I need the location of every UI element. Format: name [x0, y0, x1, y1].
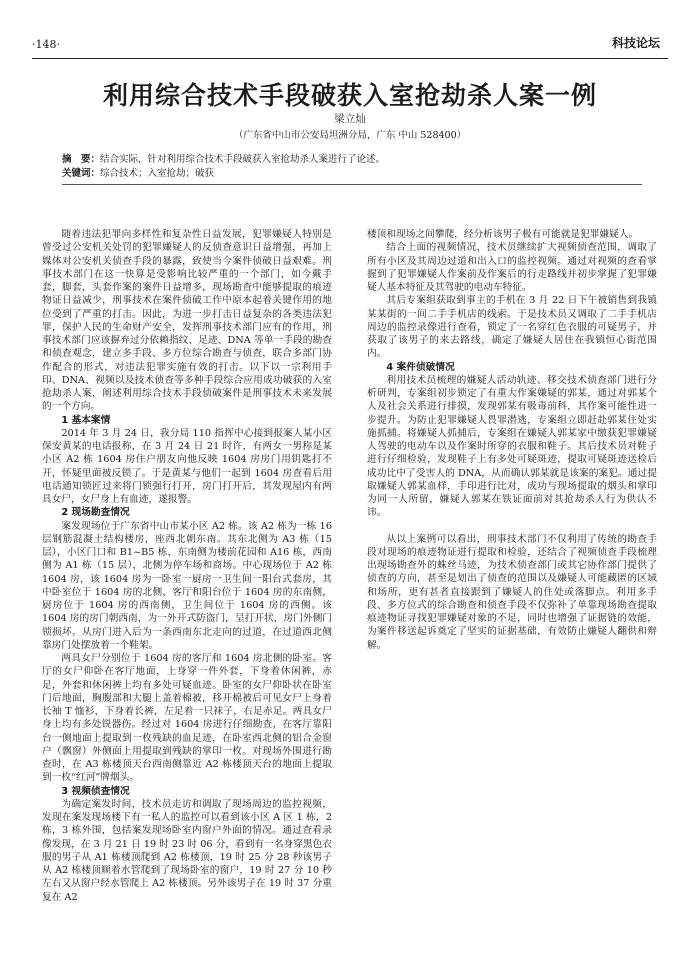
article-title: 利用综合技术手段破获入室抢劫杀人案一例: [102, 81, 597, 110]
scene-paragraph-2: 两具女尸分别位于 1604 房的客厅和 1604 房北侧的卧室。客厅的女尸仰卧在客厅地面，上身穿一件外套，下身着休闲裤，赤足，外套和休闲裤上均有多处可疑血迹。卧室的女尸仰卧状在卧室门后地面，胸腹部和大腿上盖着棉被，移开棉被后可见女尸上身着长袖 T 恤衫，下身着长裤，左足着一只袜子，右足赤足。两具女尸身上均有多处锐器伤。经过对 1604 房进行仔细勘查，在客厅靠阳台一侧地面上提取到一枚残缺的血足迹，在卧室西北侧的铝合金窗户（飘窗）外侧面上用提取到残缺的掌印一枚。对现场外围进行勘查时，在 A3 栋楼顶天台西南侧靠近 A2 栋楼顶天台的地面上提取到一枚“红河”牌烟头。: [42, 653, 332, 784]
intro-paragraph: 随着违法犯罪向多样性和复杂性日益发展，犯罪嫌疑人特别是曾受过公安机关处罚的犯罪嫌疑人的反侦查意识日益增强，再加上媒体对公安机关侦查手段的暴露，致使当今案件侦破日益艰难。刑事技术部门在这一快算是受影响比较严重的一个部门，如今戴手套，脚套，头套作案的案件日益增多，现场勘查中能够提取的痕迹物证日益减少，刑事技术在案件侦破工作中原本起着关键作用的地位受到了严重的打击。因此，为进一步打击日益复杂的各类违法犯罪，保护人民的生命财产安全，发挥刑事技术部门应有的作用，刑事技术部门应该摒弃过分依赖指纹、足迹、DNA 等单一手段的勘查和侦查观念，建立多手段、多方位综合勘查与侦查，联合多部门协作配合的形式，对违法犯罪实施有效的打击。以下以一宗利用手印、DNA、视频以及技术侦查等多种手段综合应用成功破获的入室抢劫杀人案，阐述利用综合技术手段侦破案件是刑事技术未来发展的一个方向。: [42, 229, 332, 413]
paragraph-gap: [367, 520, 657, 533]
video-paragraph-1: 为确定案发时间，技术员走访和调取了现场周边的监控视频，发现在案发现场楼下有一私人的监控可以看到该小区 A 区 1 栋，2 栋，3 栋外围，包括案发现场卧室内窗户外面的情况。通过查看录像发现，在 3 月 21 日 19 时 23 时 06 分，看到有一名身穿黑色衣服的男子从 A1 栋楼顶爬到 A2 栋楼顶，19 时 25 分 28 秒该男子从 A2 栋楼顶顺着水管爬到了现场卧室的窗户，19 时 27 分 10 秒左右又从窗户经水管爬上 A2 栋楼顶。另外该男子在 19 时 37 分重复在 A2: [42, 798, 332, 903]
section-heading-solved: 4 案件侦破情况: [386, 361, 455, 373]
abstract-rule: [62, 184, 642, 185]
page-number: ·148·: [32, 38, 60, 51]
right-column: [367, 228, 657, 652]
abstract-line: [62, 153, 662, 167]
video-paragraph-3: 其后专案组获取到事主的手机在 3 月 22 日下午被销售到我镇某某街的一间二手手机店的线索。于是技术员又调取了二手手机店周边的监控录像进行查看，锁定了一名穿红色衣服的可疑男子，并获取了该男子的来去路线，确定了嫌疑人居住在我镇恒心街范围内。: [367, 295, 657, 360]
header-rule: [32, 58, 668, 59]
keywords-line: [62, 167, 662, 181]
conclusion-paragraph: 从以上案例可以看出，刑事技术部门不仅利用了传统的勘查手段对现场的痕迹物证进行提取和检验，还结合了视频侦查手段梳理出现场勘查外的蛛丝马迹，为技术侦查部门或其它协作部门提供了侦查的方向，甚至是划出了侦查的范围以及嫌疑人可能藏匿的区域和场所，更有甚者直接跟到了嫌疑人的住处或落脚点。利用多手段、多方位式的综合勘查和侦查手段不仅弥补了单靠现场勘查提取痕迹物证寻找犯罪嫌疑对象的不足，同时也增强了证据链的效能，为案件移送起诉奠定了坚实的证据基础，有效防止嫌疑人翻供和辩解。: [367, 533, 657, 651]
video-paragraph-1-cont: 楼顶和现场之间攀爬，经分析该男子极有可能就是犯罪嫌疑人。: [367, 229, 639, 240]
keywords-label: 关键词：: [62, 168, 101, 179]
solved-paragraph: 利用技术员梳理的嫌疑人活动轨迹、移交技术侦查部门进行分析研判，专案组初步锁定了有重大作案嫌疑的郭某，通过对郭某个人及社会关系进行排摸，发现郭某有吸毒前科，其作案可能性进一步提升。为防止犯罪嫌疑人畏罪潜逃，专案组立即赶赴郭某住处实施抓捕。将嫌疑人抓捕后，专案组在嫌疑人郭某家中缴获犯罪嫌疑人驾驶的电动车以及作案时所穿的衣服和鞋子。其后技术员对鞋子进行仔细检验，发现鞋子上有多处可疑斑迹，提取可疑斑迹送检后成功比中了受害人的 DNA，从而确认郭某就是该案的案犯。通过提取嫌疑人郭某血样，手印进行比对，成功与现场提取的烟头和掌印为同一人所留，嫌疑人郭某在铁证面前对其抢劫杀人行为供认不讳。: [367, 374, 657, 519]
keywords-text: 综合技术；入室抢劫；破获: [100, 168, 215, 179]
abstract-block: [62, 153, 662, 181]
article-author: 梁立灿: [334, 113, 366, 125]
case-paragraph: 2014 年 3 月 24 日，我分局 110 指挥中心接到报案人某小区保安黄某的电话报称，在 3 月 24 日 21 时许，有两女一男称是某小区 A2 栋 1604 房住户朋友向他反映 1604 房房门用钥匙打不开，怀疑里面被反锁了。于是黄某与他们一起到 1604 房查看后用电话通知锁匠过来将门锁强行打开，房门打开后，其发现屋内有两具女尸，女尸身上有血迹，遂报警。: [42, 427, 332, 505]
journal-section-name: 科技论坛: [611, 36, 660, 50]
scene-paragraph-1: 案发现场位于广东省中山市某小区 A2 栋。该 A2 栋为一栋 16 层钢筋混凝土结构楼房，座西北朝东南。其东北侧为 A3 栋（15 层），小区门口和 B1~B5 栋，东南侧为楼前花园和 A16 栋，西南侧为 A1 栋（15 层），北侧为停车场和商场。中心现场位于 A2 栋 1604 房，该 1604 房为一卧室一厨房一卫生间一阳台式套房，其中卧室位于 1604 房的北侧，客厅和阳台位于 1604 房的东南侧，厨房位于 1604 房的西南侧，卫生间位于 1604 房的西侧。该 1604 房的房门朝西南，为一外开式防盗门，呈打开状，房门外侧门锁损坏。从房门进入后为一条西南东北走向的过道，在过道西北侧靠房门处摆放着一个鞋架。: [42, 520, 332, 651]
section-heading-scene: 2 现场勘查情况: [61, 507, 130, 519]
left-column: [42, 228, 332, 904]
video-paragraph-2: 结合上面的视频情况，技术员继续扩大视频侦查范围，调取了所有小区及其周边过道和出入口的监控视频。通过对视频的查看掌握到了犯罪嫌疑人作案前及作案后的行走路线并初步掌握了犯罪嫌疑人基本特征及其驾驶的电动车特征。: [367, 242, 657, 293]
abstract-text: 结合实际，针对利用综合技术手段破获入室抢劫杀人案进行了论述。: [100, 154, 386, 165]
author-affiliation: （广东省中山市公安局坦洲分局，广东 中山 528400）: [233, 130, 467, 141]
section-heading-case: 1 基本案情: [61, 414, 111, 426]
abstract-label: 摘 要：: [62, 154, 101, 165]
section-heading-video: 3 视频侦查情况: [61, 785, 130, 797]
running-header: [32, 26, 668, 54]
